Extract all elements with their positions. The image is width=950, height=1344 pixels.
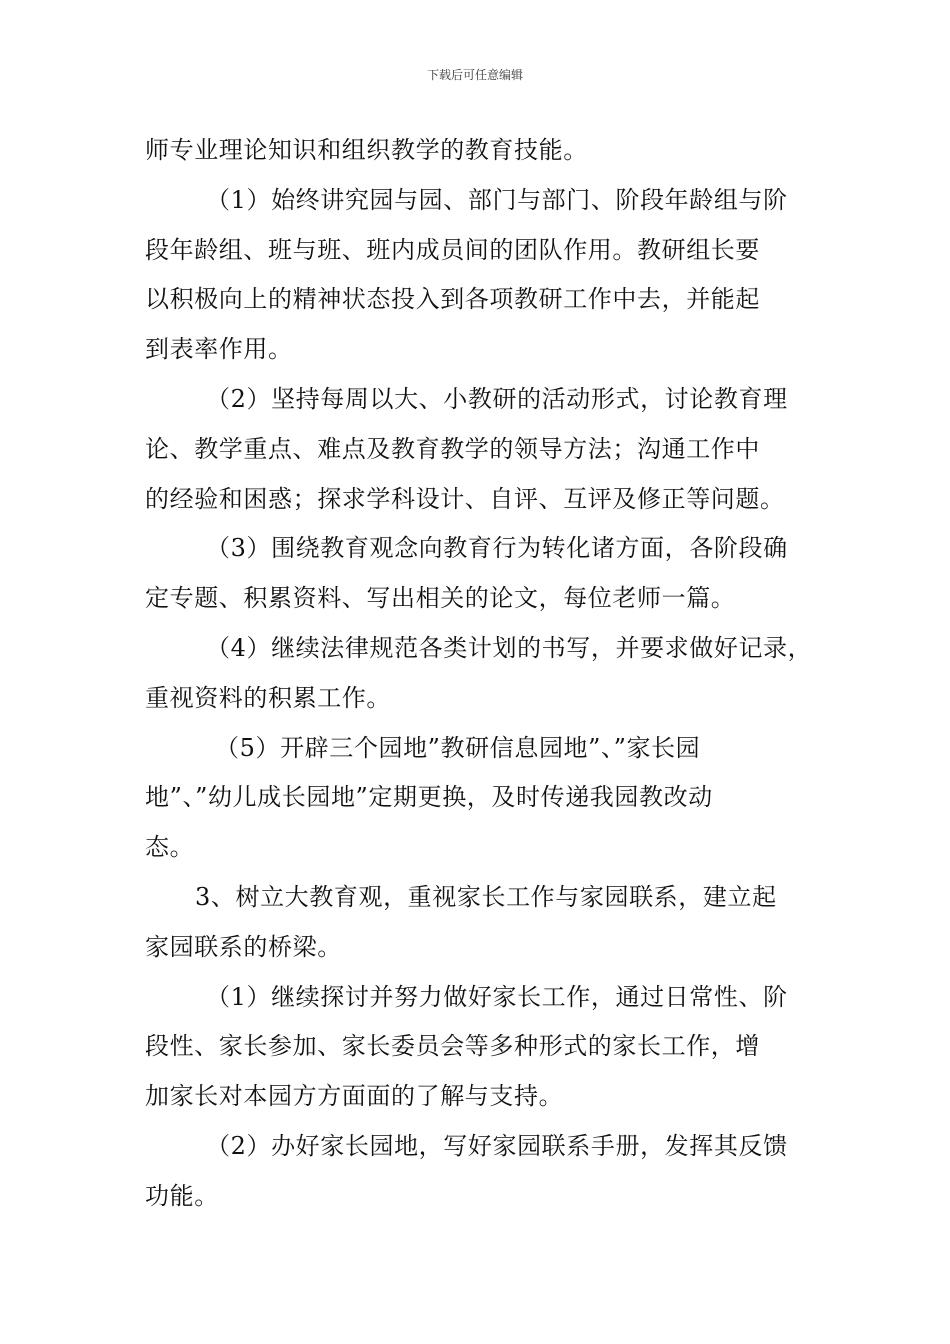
- text-line: 地”、”幼儿成长园地”定期更换，及时传递我园教改动: [145, 783, 713, 812]
- text-line: （5）开辟三个园地”教研信息园地”、”家长园: [215, 733, 701, 762]
- text-line: 段性、家长参加、家长委员会等多种形式的家长工作，增: [145, 1032, 760, 1061]
- text-line: （1）继续探讨并努力做好家长工作，通过日常性、阶: [206, 982, 788, 1011]
- text-line: （1）始终讲究园与园、部门与部门、阶段年龄组与阶: [206, 185, 788, 214]
- text-line: （4）继续法律规范各类计划的书写，并要求做好记录，: [206, 633, 813, 662]
- text-line: 段年龄组、班与班、班内成员间的团队作用。教研组长要: [145, 235, 760, 264]
- document-body: [145, 126, 813, 1222]
- text-line: 家园联系的桥梁。: [145, 932, 342, 961]
- text-line: 态。: [145, 833, 195, 862]
- text-line: （2）坚持每周以大、小教研的活动形式，讨论教育理: [206, 384, 788, 413]
- text-line: 的经验和困惑；探求学科设计、自评、互评及修正等问题。: [145, 484, 785, 513]
- text-line: 功能。: [145, 1181, 219, 1210]
- text-line: （2）办好家长园地，写好家园联系手册，发挥其反馈: [206, 1131, 788, 1160]
- text-line: 定专题、积累资料、写出相关的论文，每位老师一篇。: [145, 584, 736, 613]
- text-line: 加家长对本园方方面面的了解与支持。: [145, 1082, 564, 1111]
- text-line: 以积极向上的精神状态投入到各项教研工作中去，并能起: [145, 285, 760, 314]
- text-line: （3）围绕教育观念向教育行为转化诸方面，各阶段确: [206, 534, 788, 563]
- text-line: 重视资料的积累工作。: [145, 683, 391, 712]
- text-line: 师专业理论知识和组织教学的教育技能。: [145, 136, 588, 164]
- text-line: 论、教学重点、难点及教育教学的领导方法；沟通工作中: [145, 434, 760, 463]
- text-line: 到表率作用。: [145, 335, 293, 364]
- text-line: 3、树立大教育观，重视家长工作与家园联系，建立起: [195, 882, 777, 911]
- page-header: 下载后可任意编辑: [426, 68, 523, 82]
